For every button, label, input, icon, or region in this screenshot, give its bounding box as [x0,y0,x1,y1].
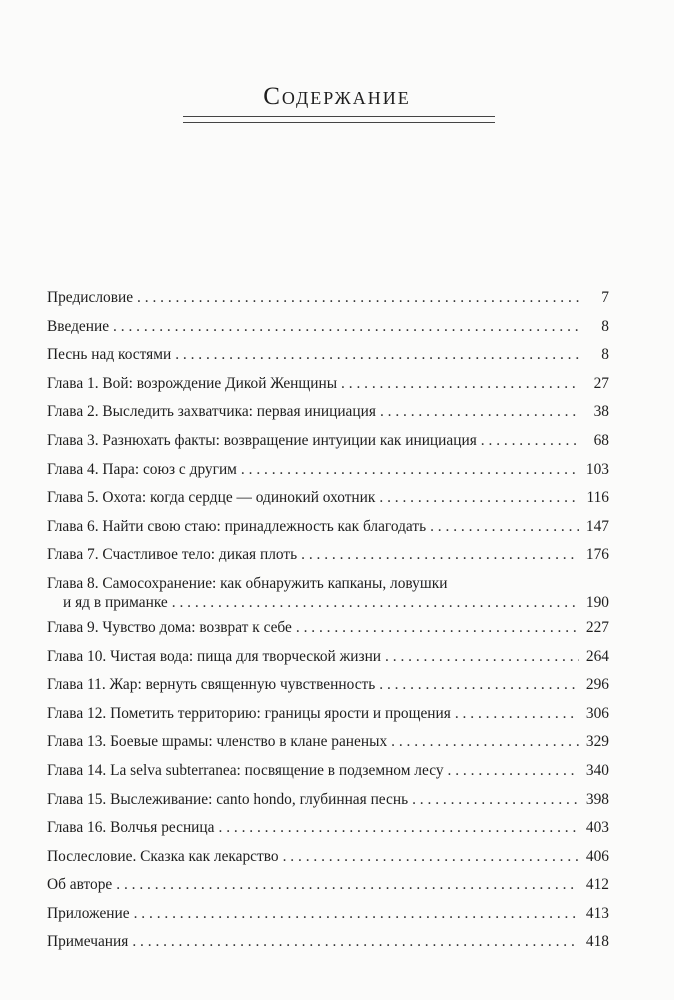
toc-entry-title: Предисловие [47,289,134,306]
toc-entry-title: Глава 7. Счастливое тело: дикая плоть [47,546,298,564]
toc-entry-line [47,933,609,951]
toc-entry[interactable] [47,455,609,484]
toc-entry-title: Глава 16. Волчья ресница [47,819,215,837]
toc-entry-line [47,848,609,866]
dot-leader [412,791,579,809]
toc-entry-title: Глава 6. Найти свою стаю: принадлежность как благодать [47,517,427,535]
toc-page-number: 8 [601,346,609,364]
toc-entry-title: Об авторе [47,876,113,894]
toc-entry-line [47,705,609,723]
title-double-rule [183,116,495,123]
dot-leader [380,403,579,421]
toc-entry-title: Примечания [47,933,129,951]
dot-leader [296,619,579,637]
dot-leader [113,318,579,336]
toc-entry[interactable] [47,569,609,613]
toc-page-number: 403 [585,819,609,837]
dot-leader [448,762,579,780]
toc-entry[interactable] [47,756,609,785]
toc-entry-line [47,791,609,809]
toc-entry[interactable] [47,899,609,928]
dot-leader [379,676,579,694]
toc-entry-title: Послесловие. Сказка как лекарство [47,847,279,865]
toc-entry[interactable] [47,870,609,899]
toc-entry-title: Глава 12. Пометить территорию: границы ярости и прощения [47,704,451,722]
toc-page-number: 329 [585,733,609,751]
toc-entry-line [47,318,609,336]
toc-entry-line [47,518,609,536]
toc-entry[interactable] [47,483,609,512]
toc-entry[interactable] [47,540,609,569]
dot-leader [455,705,579,723]
dot-leader [241,461,579,479]
toc-page-number: 418 [585,933,609,951]
toc-entry[interactable] [47,283,609,312]
toc-entry[interactable] [47,927,609,956]
toc-page-number: 8 [601,317,609,335]
toc-entry-line [47,819,609,837]
dot-leader [116,876,579,894]
toc-entry-title: Глава 10. Чистая вода: пища для творческой жизни [47,647,382,665]
toc-page-number: 7 [601,289,609,306]
dot-leader [391,733,579,751]
toc-page-number: 413 [585,904,609,922]
toc-entry-title-continued: и яд в приманке [63,593,168,611]
toc-page-number: 264 [585,647,609,665]
toc-entry-title: Глава 15. Выслеживание: canto hondo, глубинная песнь [47,790,409,808]
toc-entry-title: Глава 1. Вой: возрождение Дикой Женщины [47,374,338,392]
toc-entry[interactable] [47,613,609,642]
toc-entry[interactable] [47,340,609,369]
toc-entry-line [47,575,447,593]
toc-entry-line [47,403,609,421]
toc-entry-line [47,876,609,894]
toc-entry-title: Глава 8. Самосохранение: как обнаружить капканы, ловушки [47,574,448,592]
toc-entry-line [47,905,609,923]
dot-leader [134,905,579,923]
dot-leader [175,346,579,364]
toc-entry-line [47,432,609,450]
toc-entry-line [47,346,609,364]
toc-entry[interactable] [47,642,609,671]
toc-entry[interactable] [47,699,609,728]
dot-leader [341,375,579,393]
toc-entry-line [47,762,609,780]
toc-page-number: 296 [585,676,609,694]
dot-leader [481,432,579,450]
toc-entry[interactable] [47,785,609,814]
toc-page-number: 176 [585,546,609,564]
dot-leader [219,819,580,837]
toc-entry-line [47,733,609,751]
toc-entry-title: Глава 9. Чувство дома: возврат к себе [47,618,292,636]
toc-entry-title: Песнь над костями [47,346,172,364]
toc-page-number: 190 [585,593,609,611]
dot-leader [283,848,579,866]
table-of-contents [47,283,609,956]
page-title: Содержание [263,83,411,110]
toc-entry[interactable] [47,426,609,455]
toc-entry-line [47,375,609,393]
toc-entry-line [47,289,609,307]
toc-entry[interactable] [47,512,609,541]
toc-page-number: 103 [585,460,609,478]
toc-page-number: 306 [585,704,609,722]
toc-page-number: 68 [593,431,609,449]
toc-entry-title: Приложение [47,904,130,922]
dot-leader [430,518,579,536]
toc-entry-line [47,489,609,507]
dot-leader [172,594,579,612]
toc-entry-title: Глава 11. Жар: вернуть священную чувственность [47,676,376,694]
toc-entry[interactable] [47,312,609,341]
toc-entry[interactable] [47,397,609,426]
toc-entry-title: Введение [47,317,110,335]
dot-leader [379,489,579,507]
toc-entry-line [47,546,609,564]
toc-entry[interactable] [47,369,609,398]
dot-leader [132,933,579,951]
toc-entry-title: Глава 5. Охота: когда сердце — одинокий охотник [47,489,376,507]
toc-entry-title: Глава 14. La selva subterranea: посвящение в подземном лесу [47,761,444,779]
toc-page-number: 147 [585,517,609,535]
toc-page-number: 227 [585,618,609,636]
toc-entry-title: Глава 2. Выследить захватчика: первая инициация [47,403,376,421]
toc-page-number: 38 [593,403,609,421]
toc-entry-line [47,461,609,479]
toc-entry-title: Глава 3. Разнюхать факты: возвращение интуиции как инициация [47,431,477,449]
toc-page-number: 116 [586,489,609,507]
dot-leader [385,648,579,666]
dot-leader [137,289,579,307]
toc-entry-line [47,676,609,694]
toc-entry[interactable] [47,670,609,699]
toc-page-number: 27 [593,374,609,392]
toc-entry-title: Глава 4. Пара: союз с другим [47,460,237,478]
toc-entry[interactable] [47,842,609,871]
toc-page-number: 340 [585,761,609,779]
toc-entry-line [47,648,609,666]
toc-entry[interactable] [47,727,609,756]
toc-page-number: 412 [585,876,609,894]
toc-page-number: 398 [585,790,609,808]
dot-leader [301,546,579,564]
toc-entry[interactable] [47,813,609,842]
toc-page-number: 406 [585,847,609,865]
toc-entry-line [47,594,609,612]
toc-entry-title: Глава 13. Боевые шрамы: членство в клане раненых [47,733,388,751]
toc-entry-line [47,619,609,637]
